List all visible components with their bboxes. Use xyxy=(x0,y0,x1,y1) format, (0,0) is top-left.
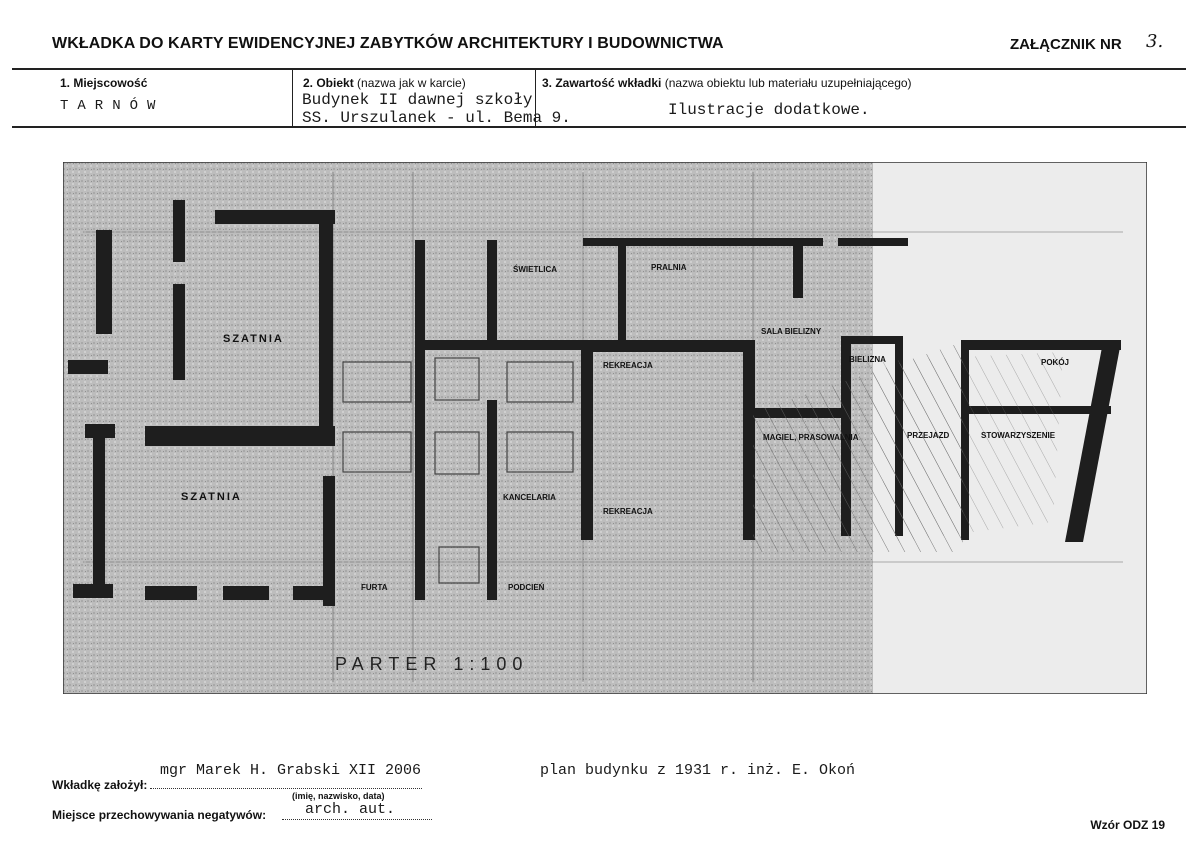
form-code: Wzór ODZ 19 xyxy=(1090,818,1165,832)
room-label-podcien: PODCIEŃ xyxy=(508,583,545,592)
founder-value: mgr Marek H. Grabski XII 2006 xyxy=(160,762,422,779)
room-label-kancelaria: KANCELARIA xyxy=(503,493,556,502)
room-label-magiel: MAGIEL, PRASOWALNIA xyxy=(763,433,859,442)
field-object-value-line2: SS. Urszulanek - ul. Bema 9. xyxy=(302,109,571,127)
plan-title: PARTER 1:100 xyxy=(335,654,529,674)
storage-label: Miejsce przechowywania negatywów: xyxy=(52,808,267,822)
room-label-rekreacja-lower: REKREACJA xyxy=(603,507,653,516)
room-label-sala: SALA BIELIZNY xyxy=(761,327,822,336)
field-divider-1 xyxy=(292,68,293,128)
header-rule-top xyxy=(12,68,1186,70)
room-label-stowarzyszenie: STOWARZYSZENIE xyxy=(981,431,1056,440)
room-label-furta: FURTA xyxy=(361,583,388,592)
header-rule-bottom xyxy=(12,126,1186,128)
room-label-rekreacja-upper: REKREACJA xyxy=(603,361,653,370)
room-label-bielizna: BIELIZNA xyxy=(849,355,886,364)
annex-number: 3. xyxy=(1146,31,1164,52)
room-label-pralnia: PRALNIA xyxy=(651,263,687,272)
field-content-label: 3. Zawartość wkładki (nazwa obiektu lub materiału uzupełniającego) xyxy=(542,76,912,90)
room-label-szatnia-upper: SZATNIA xyxy=(223,333,284,345)
storage-value: arch. aut. xyxy=(305,801,396,818)
plan-description: plan budynku z 1931 r. inż. E. Okoń xyxy=(540,762,856,779)
field-locality-label: 1. Miejscowość xyxy=(60,76,148,90)
room-label-pokoj: POKÓJ xyxy=(1041,358,1070,367)
form-title: WKŁADKA DO KARTY EWIDENCYJNEJ ZABYTKÓW ARCHITEKTURY I BUDOWNICTWA xyxy=(52,35,724,52)
field-content-value: Ilustracje dodatkowe. xyxy=(668,101,870,119)
room-label-przejazd: PRZEJAZD xyxy=(907,431,950,440)
field-object-label: 2. Obiekt (nazwa jak w karcie) xyxy=(303,76,466,90)
field-locality-value: TARNÓW xyxy=(60,98,165,114)
field-content-label-note: (nazwa obiektu lub materiału uzupełniającego) xyxy=(664,76,912,90)
founder-dotline xyxy=(150,786,422,789)
field-object-label-note: (nazwa jak w karcie) xyxy=(357,76,466,90)
field-object-value-line1: Budynek II dawnej szkoły xyxy=(302,91,533,109)
founder-note: (imię, nazwisko, data) xyxy=(292,791,385,801)
room-label-szatnia-lower: SZATNIA xyxy=(181,491,242,503)
annex-label: ZAŁĄCZNIK NR xyxy=(1010,36,1122,53)
floor-plan-image xyxy=(63,162,1147,694)
room-label-swietlica: ŚWIETLICA xyxy=(513,265,557,274)
founder-label: Wkładkę założył: xyxy=(52,778,148,792)
